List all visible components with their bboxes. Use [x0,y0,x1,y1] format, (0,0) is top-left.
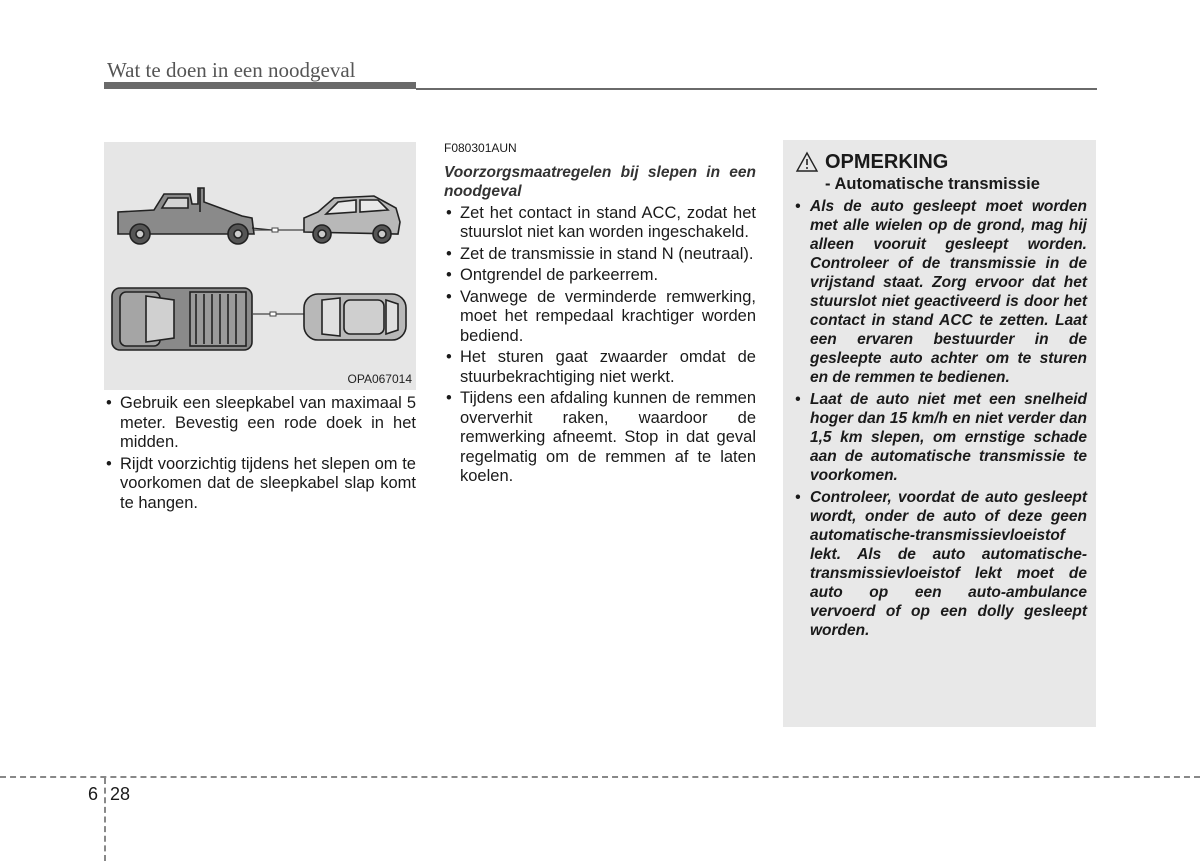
list-item: • Tijdens een afdaling kunnen de remmen oververhit raken, waardoor de remwerking afneemt. Stop in dat geval regelmatig om de remmen af te laten koelen. [444,389,756,487]
precautions-bullet-list [444,204,756,487]
column-2-text [444,139,756,489]
car-side-icon [304,196,400,243]
list-item: • Ontgrendel de parkeerrem. [444,266,756,286]
page-number: 28 [110,784,131,804]
list-item: • Controleer, voordat de auto gesleept wordt, onder de auto of deze geen automatische-transmissievloeistof lekt. Als de auto automatische-transmissievloeistof lekt moet de auto op een auto-ambulance vervoerd of op een dolly gesleept worden. [793,488,1087,640]
towing-illustration [104,142,416,390]
list-item: • Laat de auto niet met een snelheid hoger dan 15 km/h en niet verder dan 1,5 km slepen, om ernstige schade aan de automatische transmissie te voorkomen. [793,390,1087,485]
notice-header [793,150,1087,174]
footer-divider [0,776,1200,778]
section-code: F080301AUN [444,141,517,155]
list-item: • Het sturen gaat zwaarder omdat de stuurbekrachtiging niet werkt. [444,348,756,387]
notice-subtitle: - Automatische transmissie [825,175,1040,193]
footer-vertical-divider [104,778,106,861]
notice-title: OPMERKING [825,151,949,173]
list-item: • Als de auto gesleept moet worden met alle wielen op de grond, mag hij alleen vooruit gesleept worden. Controleer of de transmissie in de vrijstand staat. Zorg ervoor dat het stuurslot niet geactiveerd is door het contact in stand ACC te zetten. Laat een ervaren bestuurder in de gesleepte auto achter om te sturen en de remmen te bedienen. [793,197,1087,387]
tow-truck-side-icon [118,188,272,244]
header-rule-thick [104,82,416,89]
notice-bullet-list [793,197,1087,640]
list-item: • Gebruik een sleepkabel van maximaal 5 meter. Bevestig een rode doek in het midden. [104,394,416,453]
car-top-icon [304,294,406,340]
tow-cable-bullet-list [104,394,416,513]
tow-truck-top-icon [112,288,252,350]
warning-triangle-icon [795,151,819,173]
list-item: • Zet het contact in stand ACC, zodat het stuurslot niet kan worden ingeschakeld. [444,204,756,243]
chapter-number: 6 [88,784,99,804]
column-1-text [104,394,416,515]
figure-code: OPA067014 [347,372,412,386]
section-title: Voorzorgsmaatregelen bij slepen in een noodgeval [444,163,756,200]
list-item: • Vanwege de verminderde remwerking, moet het rempedaal krachtiger worden bediend. [444,288,756,347]
header-rule-thin [416,88,1097,90]
list-item: • Rijdt voorzichtig tijdens het slepen om te voorkomen dat de sleepkabel slap komt te hangen. [104,455,416,514]
page-header-title: Wat te doen in een noodgeval [107,58,356,82]
notice-box [783,140,1096,727]
list-item: • Zet de transmissie in stand N (neutraal). [444,245,756,265]
